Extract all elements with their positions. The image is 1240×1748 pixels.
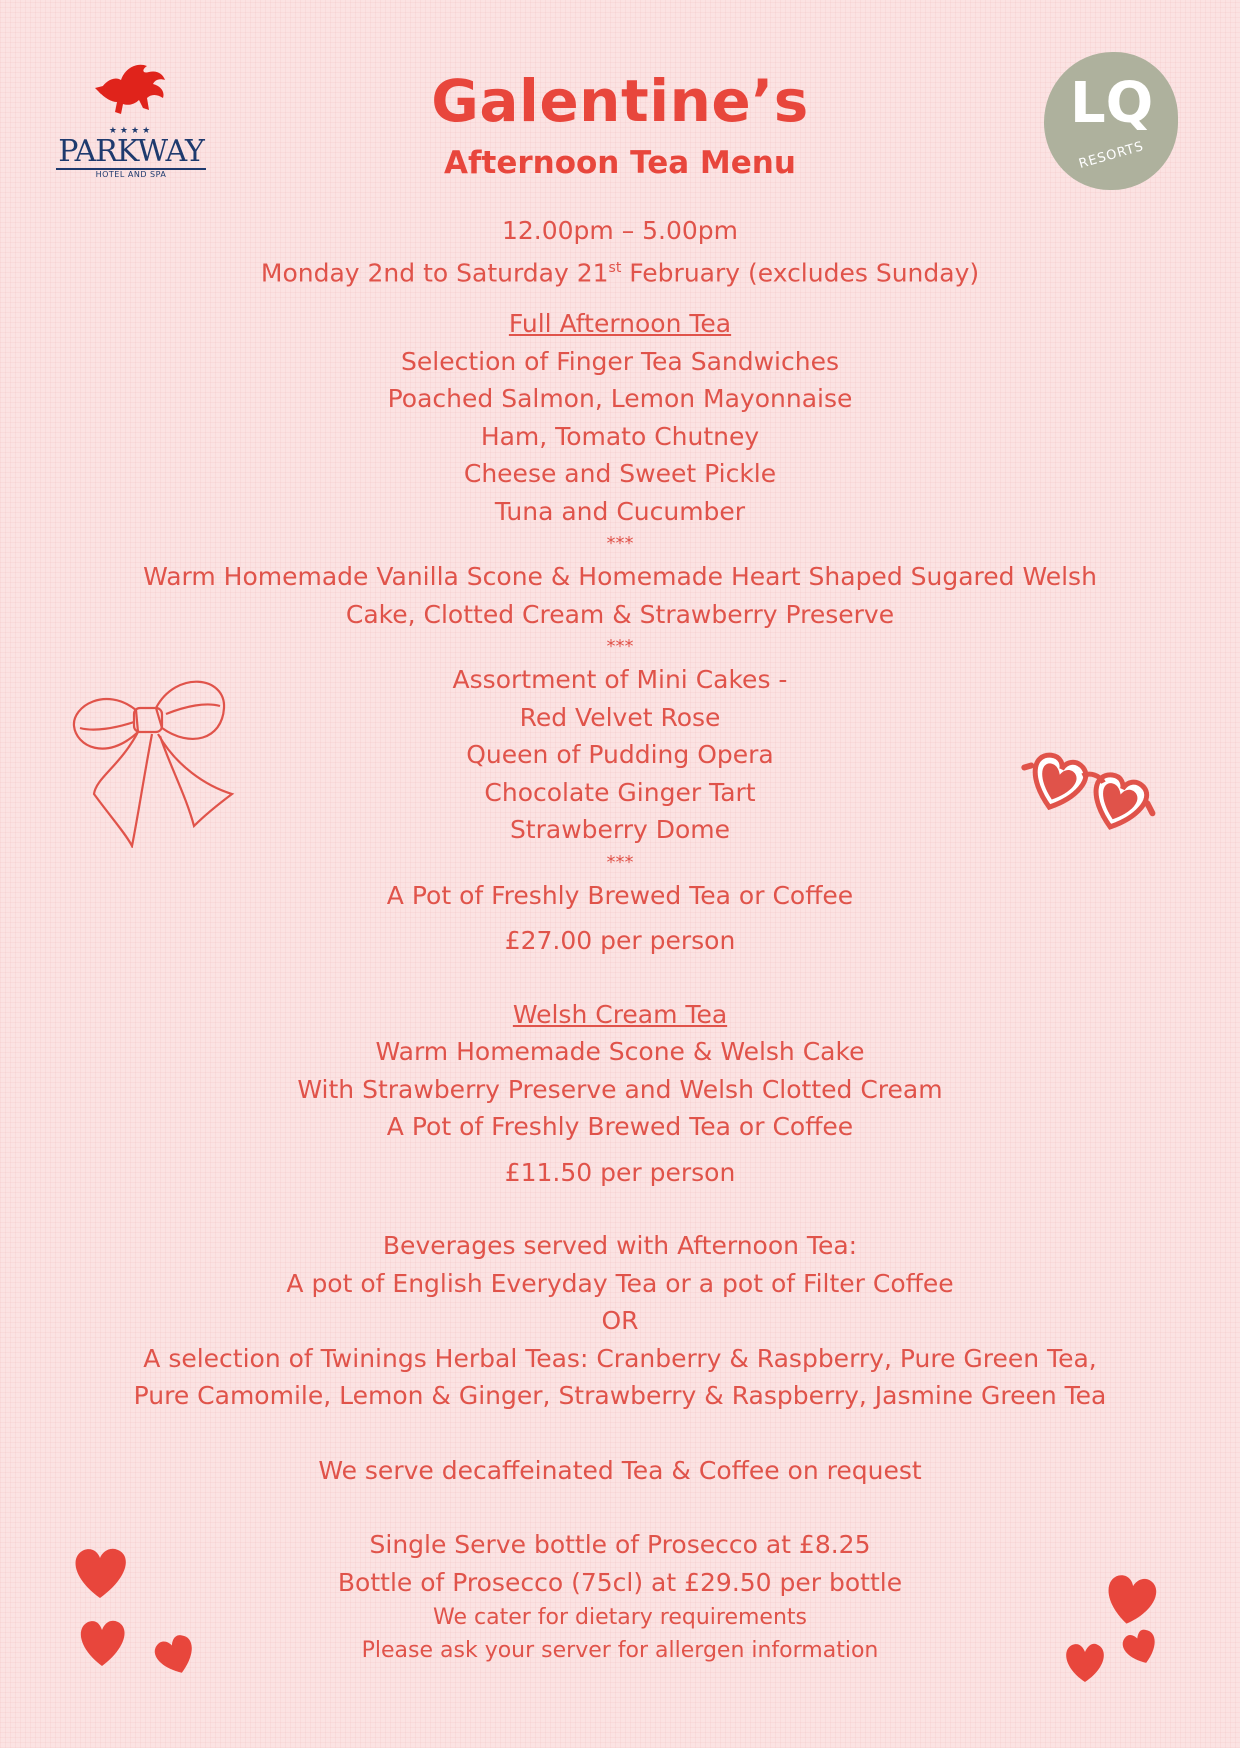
list-item: Queen of Pudding Opera	[466, 740, 774, 770]
list-item: Strawberry Dome	[509, 815, 731, 845]
opening-hours: 12.00pm – 5.00pm	[501, 216, 739, 245]
list-item: Poached Salmon, Lemon Mayonnaise	[387, 384, 853, 414]
list-item: A Pot of Freshly Brewed Tea or Coffee	[386, 880, 854, 910]
hotel-star-rating: ★★★★	[108, 126, 154, 136]
dietary-note: We cater for dietary requirements	[433, 1605, 807, 1631]
list-item: A Pot of Freshly Brewed Tea or Coffee	[386, 1112, 854, 1142]
page-subtitle: Afternoon Tea Menu	[444, 145, 796, 181]
full-tea-heading: Full Afternoon Tea	[508, 309, 732, 339]
section-separator: ***	[606, 851, 634, 873]
cream-tea-price: £11.50 per person	[504, 1157, 736, 1187]
beverages-line: Pure Camomile, Lemon & Ginger, Strawberry & Raspberry, Jasmine Green Tea	[133, 1381, 1107, 1411]
full-tea-price: £27.00 per person	[504, 926, 736, 956]
list-item: Chocolate Ginger Tart	[484, 777, 756, 807]
section-separator: ***	[606, 533, 634, 555]
bow-icon	[66, 666, 238, 848]
list-item: With Strawberry Preserve and Welsh Clotted Cream	[297, 1074, 943, 1104]
heart-icon	[152, 1632, 198, 1676]
prosecco-bottle: Bottle of Prosecco (75cl) at £29.50 per bottle	[337, 1567, 903, 1597]
list-item: Cheese and Sweet Pickle	[463, 459, 777, 489]
beverages-line: A pot of English Everyday Tea or a pot of Filter Coffee	[286, 1268, 954, 1298]
allergen-note: Please ask your server for allergen information	[361, 1638, 879, 1664]
list-item: Ham, Tomato Chutney	[480, 421, 760, 451]
section-separator: ***	[606, 636, 634, 658]
lq-logo-label: RESORTS	[1077, 139, 1146, 172]
list-item: Warm Homemade Vanilla Scone & Homemade Heart Shaped Sugared Welsh	[143, 562, 1097, 592]
lq-logo-mark: LQ	[1070, 71, 1154, 136]
list-item: Red Velvet Rose	[519, 702, 721, 732]
beverages-line: A selection of Twinings Herbal Teas: Cranberry & Raspberry, Pure Green Tea,	[143, 1343, 1097, 1373]
menu-content	[60, 212, 1180, 1667]
list-item: Tuna and Cucumber	[494, 496, 746, 526]
beverages-line: Beverages served with Afternoon Tea:	[382, 1231, 858, 1261]
parkway-logo-name: PARKWAY	[58, 134, 204, 169]
cream-tea-heading: Welsh Cream Tea	[512, 999, 728, 1029]
heart-icon	[76, 1614, 128, 1668]
prosecco-single: Single Serve bottle of Prosecco at £8.25	[369, 1530, 871, 1560]
heart-icon	[1102, 1570, 1160, 1626]
parkway-logo-subtitle: HOTEL AND SPA	[95, 170, 167, 179]
list-item: Assortment of Mini Cakes -	[452, 665, 788, 695]
heart-icon	[70, 1542, 130, 1600]
page-title: Galentine’s	[431, 67, 809, 135]
heart-sunglasses-icon	[1012, 748, 1158, 860]
list-item: Selection of Finger Tea Sandwiches	[401, 346, 839, 376]
heart-icon	[1062, 1638, 1108, 1684]
opening-dates: Monday 2nd to Saturday 21st February (excludes Sunday)	[260, 257, 980, 287]
decaf-note: We serve decaffeinated Tea & Coffee on request	[318, 1455, 922, 1485]
list-item: Cake, Clotted Cream & Strawberry Preserve	[345, 599, 895, 629]
heart-icon	[1120, 1626, 1160, 1666]
beverages-line: OR	[601, 1306, 639, 1336]
list-item: Warm Homemade Scone & Welsh Cake	[375, 1037, 865, 1067]
